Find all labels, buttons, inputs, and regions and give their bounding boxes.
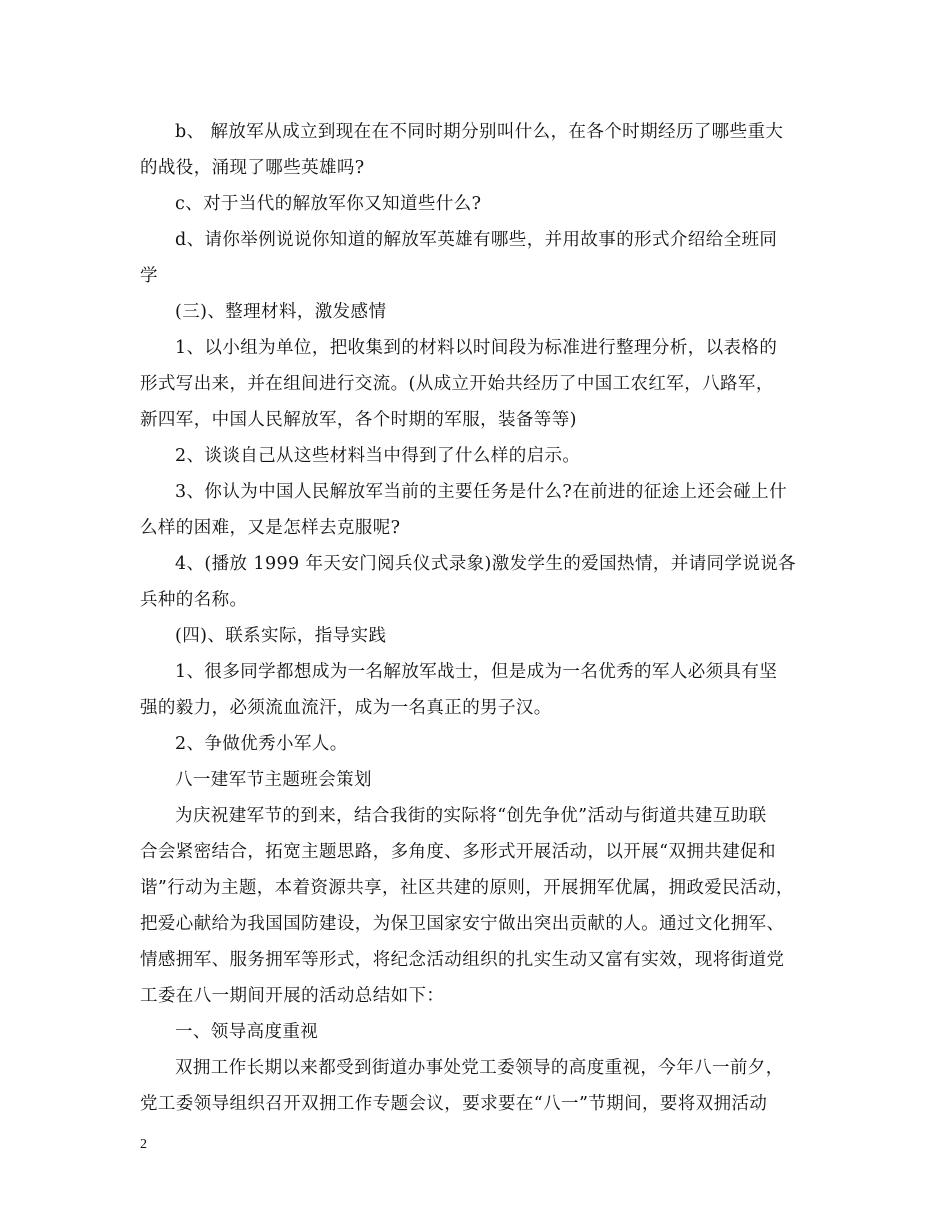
text-line: 形式写出来，并在组间进行交流。(从成立开始共经历了中国工农红军，八路军， <box>140 374 774 394</box>
text-line: 把爱心献给为我国国防建设，为保卫国家安宁做出突出贡献的人。通过文化拥军、 <box>140 914 785 934</box>
page-number: 2 <box>140 1137 147 1152</box>
text-line: 的战役，涌现了哪些英雄吗? <box>140 158 365 178</box>
section-heading-4 <box>140 618 810 654</box>
text-line: 学 <box>140 266 158 286</box>
paragraph-plan-intro <box>140 798 810 1014</box>
text-line: 强的毅力，必须流血流汗，成为一名真正的男子汉。 <box>140 698 552 718</box>
paragraph-section-3-item-2 <box>140 438 810 474</box>
text-line: 1、以小组为单位，把收集到的材料以时间段为标准进行整理分析，以表格的 <box>175 338 778 358</box>
paragraph-leadership-body <box>140 1050 810 1122</box>
text-line: 3、你认为中国人民解放军当前的主要任务是什么?在前进的征途上还会碰上什 <box>175 482 788 502</box>
plan-title <box>140 762 810 798</box>
paragraph-item-c <box>140 186 810 222</box>
text-line: 新四军，中国人民解放军，各个时期的军服，装备等等) <box>140 410 577 430</box>
section-heading-3 <box>140 294 810 330</box>
section-heading-leadership <box>140 1014 810 1050</box>
text-line: 1、很多同学都想成为一名解放军战士，但是成为一名优秀的军人必须具有坚 <box>175 662 778 682</box>
heading-line: 八一建军节主题班会策划 <box>175 770 372 790</box>
paragraph-item-b <box>140 114 810 186</box>
paragraph-item-d <box>140 222 810 294</box>
paragraph-section-4-item-2 <box>140 726 810 762</box>
text-line: 为庆祝建军节的到来，结合我街的实际将“创先争优”活动与街道共建互助联 <box>175 806 767 826</box>
text-line: b、 解放军从成立到现在在不同时期分别叫什么，在各个时期经历了哪些重大 <box>175 122 784 142</box>
text-line: 双拥工作长期以来都受到街道办事处党工委领导的高度重视，今年八一前夕， <box>175 1058 784 1078</box>
text-line: 4、(播放 1999 年天安门阅兵仪式录象)激发学生的爱国热情，并请同学说说各 <box>175 554 797 574</box>
heading-line: (三)、整理材料，激发感情 <box>175 302 387 322</box>
text-line: 2、谈谈自己从这些材料当中得到了什么样的启示。 <box>175 446 581 466</box>
text-line: 谐”行动为主题，本着资源共享，社区共建的原则，开展拥军优属，拥政爱民活动， <box>140 878 794 898</box>
text-line: 合会紧密结合，拓宽主题思路，多角度、多形式开展活动，以开展“双拥共建促和 <box>140 842 776 862</box>
text-line: d、请你举例说说你知道的解放军英雄有哪些，并用故事的形式介绍给全班同 <box>175 230 778 250</box>
heading-line: (四)、联系实际，指导实践 <box>175 626 387 646</box>
text-line: 2、争做优秀小军人。 <box>175 734 348 754</box>
text-line: 么样的困难，又是怎样去克服呢? <box>140 518 401 538</box>
text-line: 工委在八一期间开展的活动总结如下： <box>140 986 445 1006</box>
paragraph-section-3-item-4 <box>140 546 810 618</box>
paragraph-section-3-item-1 <box>140 330 810 438</box>
document-body <box>140 114 810 1122</box>
text-line: 兵种的名称。 <box>140 590 248 610</box>
text-line: 党工委领导组织召开双拥工作专题会议，要求要在“八一”节期间，要将双拥活动 <box>140 1094 768 1114</box>
paragraph-section-4-item-1 <box>140 654 810 726</box>
text-line: 情感拥军、服务拥军等形式，将纪念活动组织的扎实生动又富有实效，现将街道党 <box>140 950 785 970</box>
heading-line: 一、领导高度重视 <box>175 1022 319 1042</box>
paragraph-section-3-item-3 <box>140 474 810 546</box>
text-line: c、对于当代的解放军你又知道些什么? <box>175 194 482 214</box>
